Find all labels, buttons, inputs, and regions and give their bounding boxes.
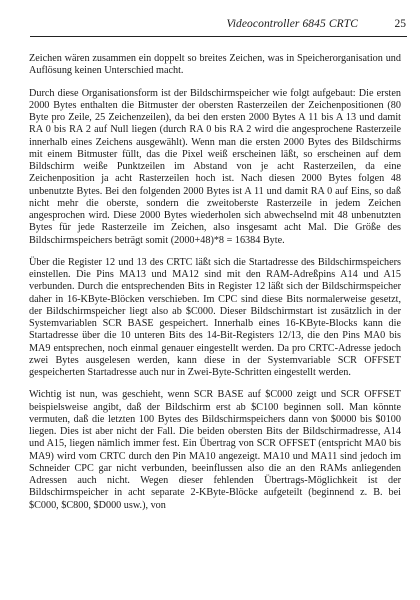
page-number: 25	[394, 18, 406, 30]
paragraph-2: Durch diese Organisationsform ist der Bildschirmspeicher wie folgt aufgebaut: Die ersten 2000 Bytes enthalten die Bitmuster der obersten Rasterzeilen der Zeichenpositionen (80 Byte pro Zeile, 25 Zeichenzeilen), da bei den ersten 2000 Bytes A 11 bis A 13 und damit RA 0 bis RA 2 auf Null liegen (durch RA 0 bis RA 2 wird die angesprochene Rasterzeile innerhalb eines Zeichens ausgewählt). Wenn man die ersten 2000 Bytes des Bildschirms mit einem Bitmuster füllt, das die Pixel weiß erscheinen läßt, so erscheinen auf dem Bildschirm weiße Punktzeilen im Abstand von je acht Rasterzeilen, da eine Zeichenposition ja acht Rasterzeilen hoch ist. Nach diesen 2000 Bytes folgen 48 unbenutzte Bytes. Bei den folgenden 2000 Bytes ist A 11 und damit RA 0 auf Eins, so daß nicht mehr die oberste, sondern die zweitoberste Rasterzeile in jedem Zeichen angesprochen wird. Diese 2000 Bytes wiederholen sich abwechselnd mit 48 unbenutzten Bytes für jede Rasterzeile im Zeichen, also insgesamt acht Mal. Die Größe des Bildschirmspeichers beträgt somit (2000+48)*8 = 16384 Byte.	[29, 87, 401, 246]
page-header	[0, 16, 420, 38]
header-rule	[30, 36, 407, 37]
paragraph-1: Zeichen wären zusammen ein doppelt so breites Zeichen, was in Speicherorganisation und Auflösung keinen Unterschied macht.	[29, 53, 401, 77]
body-text	[29, 53, 401, 522]
paragraph-3: Über die Register 12 und 13 des CRTC läßt sich die Startadresse des Bildschirmspeichers einstellen. Die Pins MA13 und MA12 sind mit den RAM-Adreßpins A14 und A15 verbunden. Durch die entsprechenden Bits in Register 12 läßt sich der Bildschirmspeicher daher in 16-KByte-Blöcken verschieben. Im CPC sind diese Bits normalerweise gesetzt, der Bildschirmspeicher liegt also ab $C000. Dieser Bildschirmstart ist zusätzlich in der Systemvariablen SCR BASE gespeichert. Innerhalb eines 16-KByte-Blocks kann die Startadresse über die 10 unteren Bits des 14-Bit-Registers 12/13, die den Pins MA0 bis MA9 entsprechen, noch einmal genauer eingestellt werden. Da pro CRTC-Adresse jedoch zwei Bytes ausgelesen werden, kann diese in der Systemvariable SCR OFFSET gespeicherten Startadresse auch nur in Zwei-Byte-Schritten eingestellt werden.	[29, 256, 401, 378]
running-title: Videocontroller 6845 CRTC	[226, 18, 358, 30]
paragraph-4: Wichtig ist nun, was geschieht, wenn SCR BASE auf $C000 zeigt und SCR OFFSET beispielsweise angibt, daß der Bildschirm erst ab $C100 beginnen soll. Man könnte vermuten, daß die letzten 100 Bytes des Bildschirmspeichers dann von $0000 bis $0100 liegen. Dies ist aber nicht der Fall. Die beiden obersten Bits der Bildschirmadresse, A14 und A15, liegen nämlich immer fest. Ein Übertrag von SCR OFFSET (entspricht MA0 bis MA9) wird vom CRTC durch den Pin MA10 angezeigt. MA10 und MA11 sind jedoch im Schneider CPC gar nicht verbunden, beeinflussen also die an den RAMs anliegenden Adressen auch nicht. Wegen dieser fehlenden Übertrags-Möglichkeit ist der Bildschirmspeicher in acht separate 2-KByte-Blöcke aufgeteilt (beginnend z. B. bei $C000, $C800, $D000 usw.), von	[29, 389, 401, 511]
